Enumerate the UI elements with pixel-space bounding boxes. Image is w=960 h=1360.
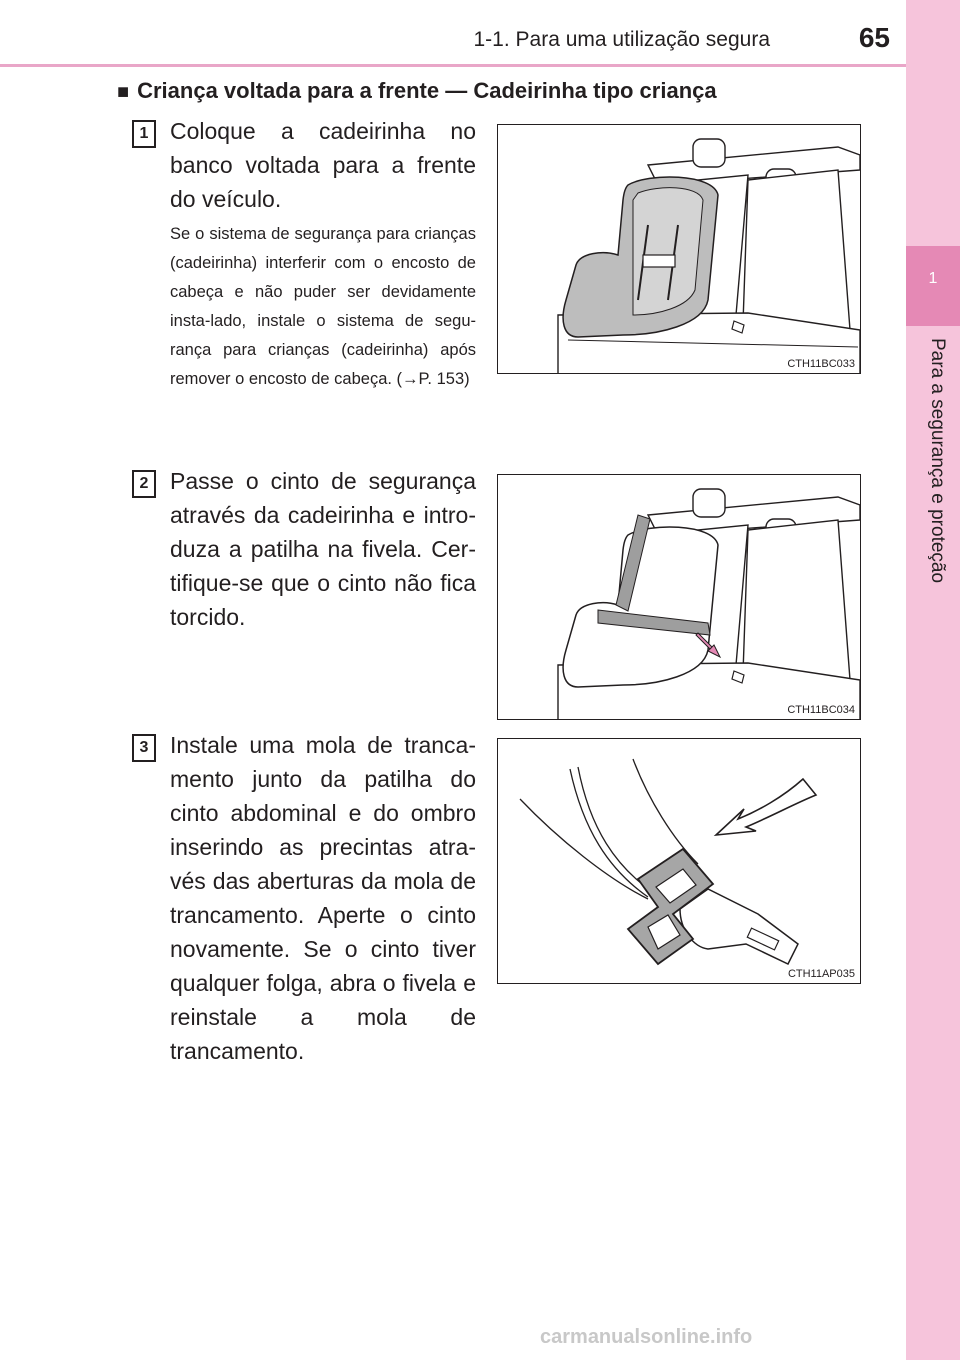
chapter-number: 1 [928, 270, 938, 287]
figure-locking-clip [497, 738, 861, 984]
section-bullet: ■ [117, 81, 130, 103]
seat-belt-illustration [498, 475, 861, 720]
step-2-text: Passe o cinto de segurança através da cadeirinha e intro-duza a patilha na fivela. Cer-tifique-se que o cinto não fica torcido. [170, 468, 476, 630]
section-heading-text: Criança voltada para a frente — Cadeirinha tipo criança [137, 78, 717, 103]
section-heading [117, 78, 817, 104]
figure-1-code: CTH11BC033 [787, 358, 855, 370]
step-2-badge: 2 [132, 470, 156, 498]
child-seat-illustration [498, 125, 861, 374]
step-1-badge: 1 [132, 120, 156, 148]
chapter-side-tab [906, 0, 960, 1360]
header-rule [0, 64, 906, 67]
chapter-label: Para a segurança e proteção [927, 338, 948, 584]
footer-watermark: carmanualsonline.info [540, 1326, 753, 1348]
running-header-title: 1-1. Para uma utilização segura [473, 28, 770, 51]
figure-child-seat-forward [497, 124, 861, 374]
step-1-text: Coloque a cadeirinha no banco voltada para a frente do veículo. [170, 118, 476, 212]
figure-seat-belt-through-seat [497, 474, 861, 720]
step-1-note: Se o sistema de segurança para crianças (cadeirinha) interferir com o encosto de cabeça e não puder ser devidamente insta-lado, instale o sistema de segu-rança para crianças (cadeirinha) após remover o encosto de cabeça. (→P. 153) [170, 225, 476, 388]
step-3-badge: 3 [132, 734, 156, 762]
locking-clip-illustration [498, 739, 861, 984]
page-number: 65 [858, 22, 890, 53]
figure-3-code: CTH11AP035 [787, 968, 855, 980]
step-3-text: Instale uma mola de tranca-mento junto da patilha do cinto abdominal e do ombro inserindo as precintas atra-vés das aberturas da mola de trancamento. Aperte o cinto novamente. Se o cinto tiver qualquer folga, abra o fivela e reinstale a mola de trancamento. [170, 732, 476, 1064]
figure-2-code: CTH11BC034 [787, 704, 855, 716]
